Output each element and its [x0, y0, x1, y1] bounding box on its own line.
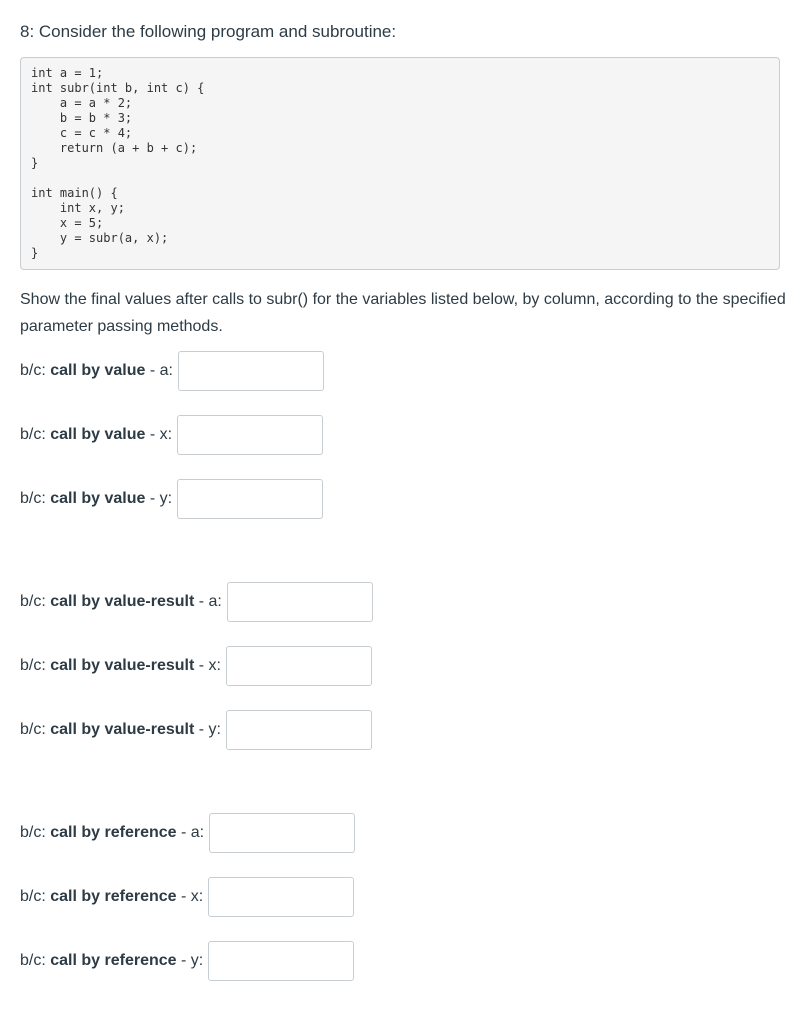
code-line: x = 5;: [31, 216, 104, 230]
question-title: 8: Consider the following program and subroutine:: [20, 22, 397, 41]
code-line: b = b * 3;: [31, 111, 133, 125]
code-line: int main() {: [31, 186, 118, 200]
answer-label: b/c: call by reference - a:: [20, 824, 205, 841]
answer-label: b/c: call by value-result - a:: [20, 593, 222, 610]
answer-label: b/c: call by value-result - x:: [20, 657, 221, 674]
answer-row-value-result-a: [20, 582, 373, 622]
answer-row-value-result-y: [20, 710, 372, 750]
answer-row-value-a: [20, 351, 324, 391]
code-line: [31, 171, 769, 186]
answer-row-value-y: [20, 479, 323, 519]
answer-label: b/c: call by value - y:: [20, 490, 173, 507]
answer-row-reference-y: [20, 941, 354, 981]
code-line: int x, y;: [31, 201, 125, 215]
answer-input-value-a[interactable]: [178, 351, 324, 391]
answer-input-reference-a[interactable]: [209, 813, 355, 853]
instructions: Show the final values after calls to subr() for the variables listed below, by column, according to the specified parameter passing methods.: [20, 291, 786, 335]
answer-label: b/c: call by reference - y:: [20, 952, 204, 969]
answer-row-value-x: [20, 415, 323, 455]
answer-row-value-result-x: [20, 646, 372, 686]
code-line: a = a * 2;: [31, 96, 133, 110]
answer-input-value-result-y[interactable]: [226, 710, 372, 750]
answer-label: b/c: call by reference - x:: [20, 888, 204, 905]
answer-input-reference-y[interactable]: [208, 941, 354, 981]
answer-input-value-y[interactable]: [177, 479, 323, 519]
code-line: c = c * 4;: [31, 126, 133, 140]
answer-label: b/c: call by value - a:: [20, 362, 173, 379]
code-line: y = subr(a, x);: [31, 231, 169, 245]
code-line: }: [31, 156, 39, 170]
answer-row-reference-x: [20, 877, 354, 917]
answer-input-value-x[interactable]: [177, 415, 323, 455]
code-line: int a = 1;: [31, 66, 104, 80]
answer-input-value-result-x[interactable]: [226, 646, 372, 686]
answer-label: b/c: call by value - x:: [20, 426, 173, 443]
answer-input-value-result-a[interactable]: [227, 582, 373, 622]
code-line: int subr(int b, int c) {: [31, 81, 205, 95]
code-line: }: [31, 246, 39, 260]
code-block: [20, 57, 780, 270]
answer-label: b/c: call by value-result - y:: [20, 721, 221, 738]
answer-row-reference-a: [20, 813, 355, 853]
answer-input-reference-x[interactable]: [208, 877, 354, 917]
code-line: return (a + b + c);: [31, 141, 198, 155]
